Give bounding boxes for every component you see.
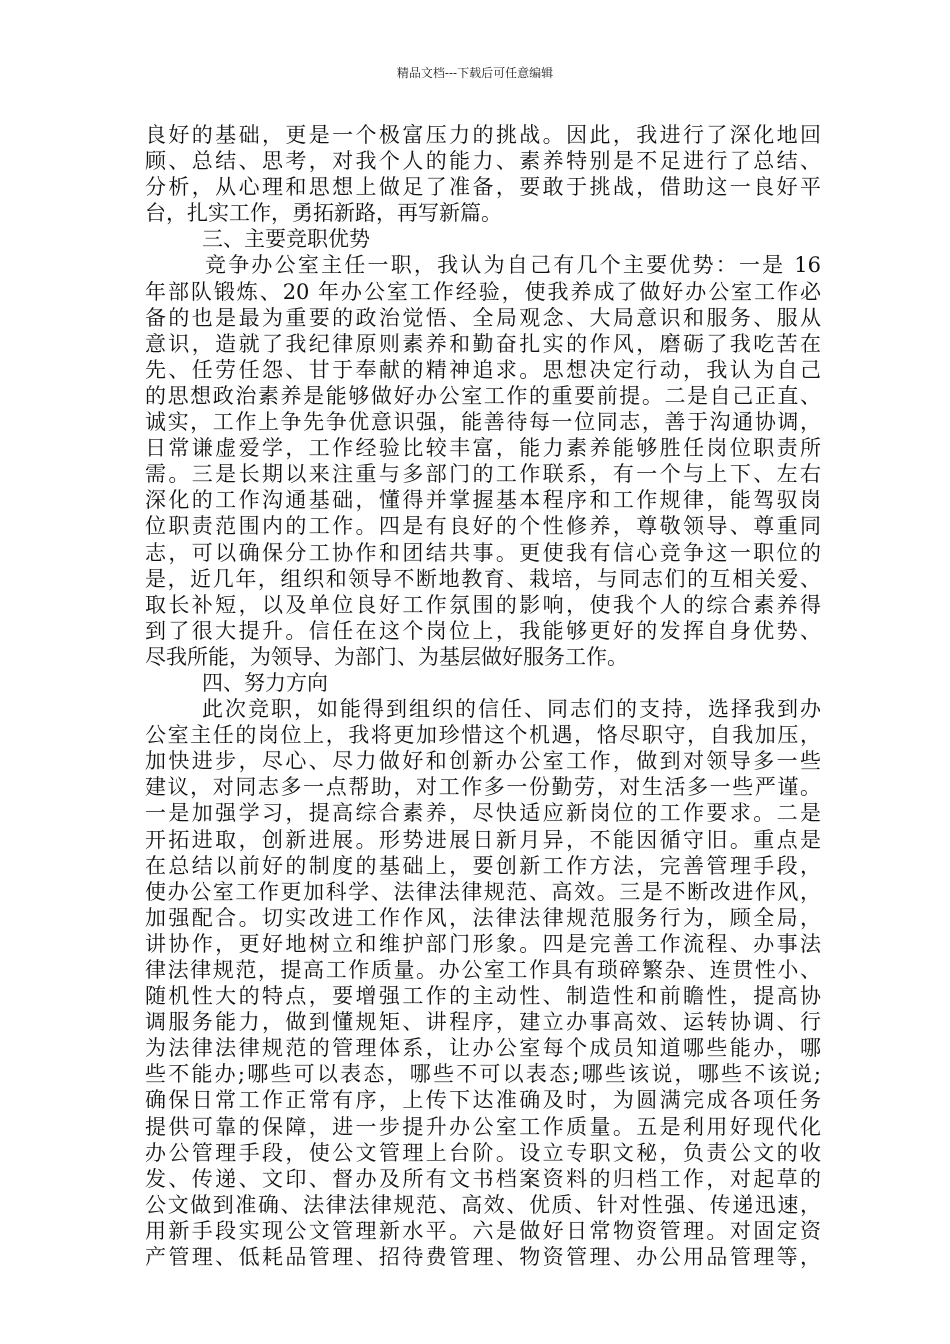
text-line: 年部队锻炼、20 年办公室工作经验，使我养成了做好办公室工作必 — [145, 279, 821, 304]
text-line: 加快进步，尽心、尽力做好和创新办公室工作，做到对领导多一些 — [145, 749, 821, 774]
text-line: 取长补短，以及单位良好工作氛围的影响，使我个人的综合素养得 — [145, 592, 821, 617]
text-line: 尽我所能，为领导、为部门、为基层做好服务工作。 — [145, 644, 628, 669]
document-body — [145, 122, 821, 1270]
section-heading: 四、努力方向 — [202, 670, 328, 695]
text-line: 是，近几年，组织和领导不断地教育、栽培，与同志们的互相关爱、 — [145, 566, 821, 591]
paragraph-first-line: 此次竞职，如能得到组织的信任、同志们的支持，选择我到办 — [202, 697, 821, 722]
text-line: 需。三是长期以来注重与多部门的工作联系，有一个与上下、左右 — [145, 462, 821, 487]
text-line: 确保日常工作正常有序，上传下达准确及时，为圆满完成各项任务 — [145, 1088, 821, 1113]
text-line: 些不能办;哪些可以表态，哪些不可以表态;哪些该说，哪些不该说; — [145, 1062, 821, 1087]
text-line: 良好的基础，更是一个极富压力的挑战。因此，我进行了深化地回 — [145, 123, 821, 147]
text-line: 顾、总结、思考，对我个人的能力、素养特别是不足进行了总结、 — [145, 149, 821, 174]
text-line: 意识，造就了我纪律原则素养和勤奋扎实的作风，磨砺了我吃苦在 — [145, 331, 821, 356]
text-line: 深化的工作沟通基础，懂得并掌握基本程序和工作规律，能驾驭岗 — [145, 488, 821, 513]
text-line: 台，扎实工作，勇拓新路，再写新篇。 — [145, 201, 502, 226]
text-line: 一是加强学习，提高综合素养，尽快适应新岗位的工作要求。二是 — [145, 801, 821, 826]
text-line: 位职责范围内的工作。四是有良好的个性修养，尊敬领导、尊重同 — [145, 514, 821, 539]
text-line: 在总结以前好的制度的基础上，要创新工作方法，完善管理手段， — [145, 853, 821, 878]
paragraph-first-line: 竞争办公室主任一职，我认为自己有几个主要优势：一是 16 — [205, 253, 821, 278]
text-line: 到了很大提升。信任在这个岗位上，我能够更好的发挥自身优势、 — [145, 618, 821, 643]
text-line: 使办公室工作更加科学、法律法律规范、高效。三是不断改进作风， — [145, 879, 821, 904]
text-line: 用新手段实现公文管理新水平。六是做好日常物资管理。对固定资 — [145, 1218, 821, 1243]
text-line: 调服务能力，做到懂规矩、讲程序，建立办事高效、运转协调、行 — [145, 1010, 821, 1035]
text-line: 律法律规范，提高工作质量。办公室工作具有琐碎繁杂、连贯性小、 — [145, 958, 821, 982]
text-line: 办公管理手段，使公文管理上台阶。设立专职文秘，负责公文的收 — [145, 1140, 821, 1165]
page-header: 精品文档---下载后可任意编辑 — [396, 66, 554, 80]
text-line: 分析，从心理和思想上做足了准备，要敢于挑战，借助这一良好平 — [145, 175, 821, 200]
text-line: 加强配合。切实改进工作作风，法律法律规范服务行为，顾全局， — [145, 905, 821, 930]
text-line: 诚实，工作上争先争优意识强，能善待每一位同志，善于沟通协调， — [145, 410, 821, 435]
text-line: 先、任劳任怨、甘于奉献的精神追求。思想决定行动，我认为自己 — [145, 357, 821, 382]
text-line: 发、传递、文印、督办及所有文书档案资料的归档工作，对起草的 — [145, 1166, 821, 1191]
text-line: 备的也是最为重要的政治觉悟、全局观念、大局意识和服务、服从 — [145, 305, 821, 330]
text-line: 公室主任的岗位上，我将更加珍惜这个机遇，恪尽职守，自我加压， — [145, 723, 821, 748]
text-line: 讲协作，更好地树立和维护部门形象。四是完善工作流程、办事法 — [145, 931, 821, 956]
text-line: 产管理、低耗品管理、招待费管理、物资管理、办公用品管理等， — [145, 1245, 821, 1270]
text-line: 公文做到准确、法律法律规范、高效、优质、针对性强、传递迅速， — [145, 1192, 821, 1217]
text-line: 志，可以确保分工协作和团结共事。更使我有信心竞争这一职位的 — [145, 540, 821, 565]
text-line: 开拓进取，创新进展。形势进展日新月异，不能因循守旧。重点是 — [145, 827, 821, 852]
text-line: 日常谦虚爱学，工作经验比较丰富，能力素养能够胜任岗位职责所 — [145, 436, 821, 461]
text-line: 的思想政治素养是能够做好办公室工作的重要前提。二是自己正直、 — [145, 383, 821, 408]
text-line: 为法律法律规范的管理体系，让办公室每个成员知道哪些能办，哪 — [145, 1036, 821, 1061]
section-heading: 三、主要竞职优势 — [202, 227, 370, 252]
text-line: 提供可靠的保障，进一步提升办公室工作质量。五是利用好现代化 — [145, 1114, 821, 1139]
text-line: 随机性大的特点，要增强工作的主动性、制造性和前瞻性，提高协 — [145, 984, 821, 1009]
text-line: 建议，对同志多一点帮助，对工作多一份勤劳，对生活多一些严谨。 — [145, 775, 821, 800]
